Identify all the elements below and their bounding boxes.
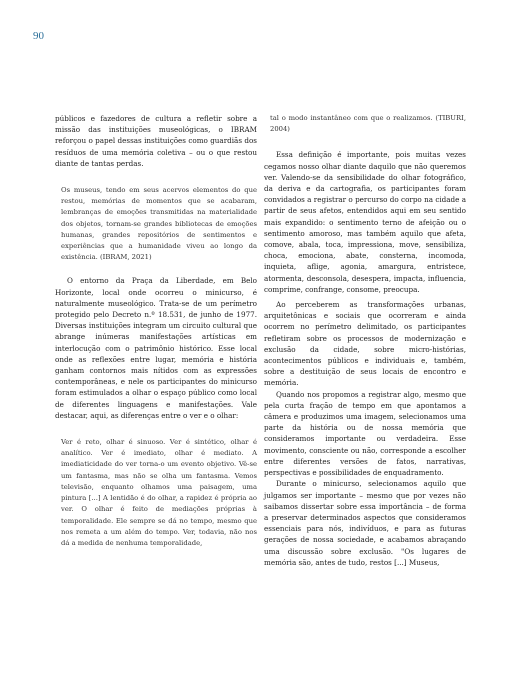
paragraph: Essa definição é importante, pois muitas vezes cegamos nosso olhar diante daquilo que não queremos ver. Valendo-se da sensibilidade do olhar fotográfico, da deriva e da cartografia, os participantes foram convidados a registrar o percurso do corpo na cidade a partir de seus afetos, entendidos aqui em seu sentido mais expandido: o sentimento terno de afeição ou o sentimento amoroso, mas também aquilo que afeta, comove, abala, toca, impressiona, move, sensibiliza, choca, emociona, abate, consterna, incomoda, inquieta, aflige, agonia, amargura, entristece, atormenta, desconsola, desespera, impacta, influencia, comprime, confrange, consome, preocupa. [264, 150, 466, 294]
paragraph: Ao perceberem as transformações urbanas, arquitetônicas e sociais que ocorreram e ainda ocorrem no perímetro delimitado, os participantes refletiram sobre os processos de modernização e exclusão da cidade, sobre micro-histórias, acontecimentos públicos e individuais e, também, sobre a destituição de seus locais de encontro e memória. [264, 300, 466, 388]
quote-text: Os museus, tendo em seus acervos elementos do que restou, memórias de momentos que se acabaram, lembranças de emoções transmitidas na materialidade dos objetos, tornam-se grandes bibliotecas de emoções humanas, grandes repositórios de sentimentos e experiências que a humanidade viveu ao longo da existência. (IBRAM, 2021) [61, 186, 257, 262]
block-quote-continued [270, 113, 466, 135]
paragraph: Durante o minicurso, selecionamos aquilo que julgamos ser importante – mesmo que por vezes não saibamos dissertar sobre essa importância – de forma a preservar determinados aspectos que consideramos essenciais para nós, indivíduos, e para as futuras gerações de nossa sociedade, e acabamos abraçando uma discussão sobre exclusão. "Os lugares de memória são, antes de tudo, restos [...] Museus, [264, 479, 466, 567]
left-column [55, 113, 257, 561]
block-quote [61, 437, 257, 549]
page-number: 90 [33, 30, 44, 42]
quote-text: tal o modo instantâneo com que o realizamos. (TIBURI, 2004) [270, 114, 466, 134]
paragraph: Quando nos propomos a registrar algo, mesmo que pela curta fração de tempo em que apontamos a câmera e produzimos uma imagem, selecionamos uma parte da história ou de nossa memória que consideramos importante ou verdadeira. Esse movimento, consciente ou não, corresponde a escolher entre diferentes versões de fatos, narrativas, perspectivas e possibilidades de enquadramento. [264, 389, 466, 478]
paragraph: O entorno da Praça da Liberdade, em Belo Horizonte, local onde ocorreu o minicurso, é naturalmente museológico. Trata-se de um perímetro protegido pelo Decreto n.º 18.531, de junho de 1977. Diversas instituições integram um circuito cultural que abrange inúmeras manifestações artísticas em interlocução com o patrimônio histórico. Esse local onde as reflexões entre lugar, memória e história ganham contornos mais nítidos com as expressões contemporâneas, e nele os participantes do minicurso foram estimulados a olhar o espaço público como local de diferentes linguagens e manifestações. Vale destacar, aqui, as diferenças entre o ver e o olhar: [55, 276, 257, 420]
right-column [264, 113, 466, 568]
quote-text: Ver é reto, olhar é sinuoso. Ver é sintético, olhar é analítico. Ver é imediato, olhar é mediato. A imediaticidade do ver torna-o um evento objetivo. Vê-se um fantasma, mas não se olha um fantasma. Vemos televisão, enquanto olhamos uma paisagem, uma pintura [...] A lentidão é do olhar, a rapidez é própria ao ver. O olhar é feito de mediações próprias à temporalidade. Ele sempre se dá no tempo, mesmo que nos remeta a um além do tempo. Ver, todavia, não nos dá a medida de nenhuma temporalidade, [61, 438, 257, 547]
paragraph: públicos e fazedores de cultura a refletir sobre a missão das instituições museológicas, o IBRAM reforçou o papel dessas instituições como guardiãs dos resíduos de uma memória coletiva – ou o que restou diante de tantas perdas. [55, 114, 257, 168]
block-quote [61, 185, 257, 263]
